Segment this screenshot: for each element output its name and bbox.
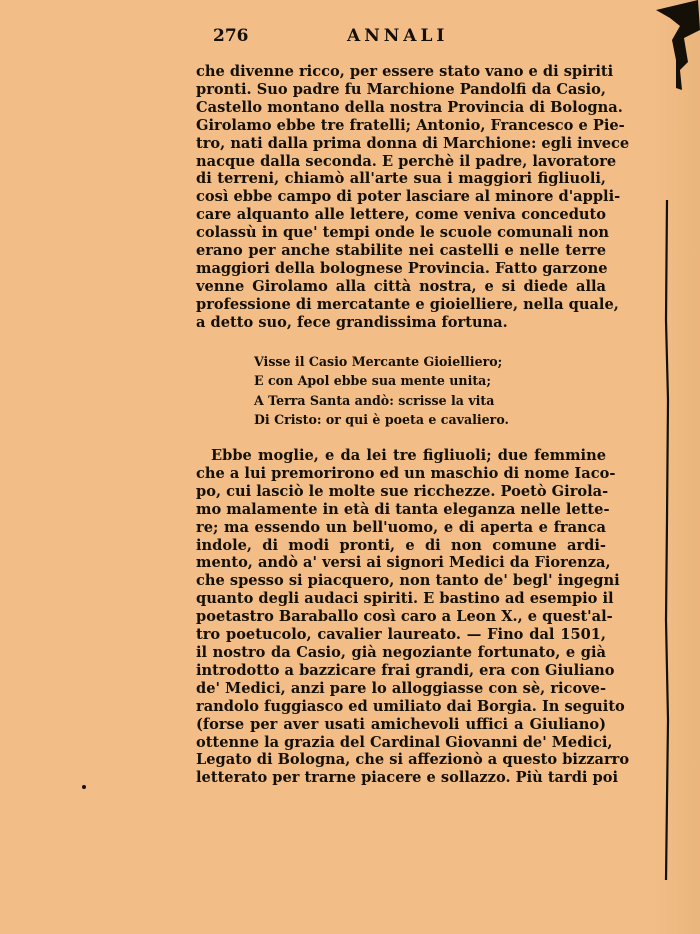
text-line: ottenne la grazia del Cardinal Giovanni de' Medici, (196, 733, 613, 751)
text-line: poetastro Baraballo così caro a Leon X., e quest'al- (196, 608, 613, 626)
page-fold-line (664, 200, 670, 880)
poem-verse: Visse il Casio Mercante Gioielliero; (254, 354, 503, 369)
text-line: professione di mercatante e gioielliere, nella quale, (196, 295, 619, 313)
paragraph-1 (196, 63, 630, 332)
text-line: venne Girolamo alla città nostra, e si diede alla (196, 277, 606, 295)
text-line: maggiori della bolognese Provincia. Fatto garzone (196, 259, 608, 277)
page-number: 276 (213, 26, 249, 46)
text-line: letterato per trarne piacere e sollazzo. Più tardi poi (196, 769, 619, 787)
text-line: Girolamo ebbe tre fratelli; Antonio, Francesco e Pie- (196, 116, 625, 134)
text-line: indole, di modi pronti, e di non comune ardi- (196, 536, 606, 554)
text-line: che divenne ricco, per essere stato vano e di spiriti (196, 63, 614, 80)
text-line: mento, andò a' versi ai signori Medici da Fiorenza, (196, 554, 611, 572)
text-line: po, cui lasciò le molte sue ricchezze. Poetò Girola- (196, 482, 609, 500)
text-line: il nostro da Casio, già negoziante fortunato, e già (196, 643, 606, 661)
text-line: pronti. Suo padre fu Marchione Pandolfi da Casio, (196, 80, 606, 98)
text-line: randolo fuggiasco ed umiliato dai Borgia. In seguito (196, 697, 625, 715)
text-line: quanto degli audaci spiriti. E bastino ad esempio il (196, 590, 614, 608)
page-header (195, 26, 605, 48)
text-line: Castello montano della nostra Provincia di Bologna. (196, 98, 623, 116)
text-line: de' Medici, anzi pare lo alloggiasse con sè, ricove- (196, 679, 607, 697)
text-line: mo malamente in età di tanta eleganza nelle lette- (196, 500, 610, 518)
text-line: tro, nati dalla prima donna di Marchione: egli invece (196, 134, 630, 152)
text-line: tro poetucolo, cavalier laureato. — Fino dal 1501, (196, 626, 606, 644)
torn-corner-mark (650, 0, 700, 90)
text-line: che a lui premorirono ed un maschio di nome Iaco- (196, 464, 616, 482)
text-line: Legato di Bologna, che si affezionò a questo bizzarro (196, 751, 630, 769)
page-edge-shadow (654, 0, 700, 934)
text-line: re; ma essendo un bell'uomo, e di aperta e franca (196, 518, 606, 536)
text-line: nacque dalla seconda. E perchè il padre, lavoratore (196, 152, 617, 170)
text-line: (forse per aver usati amichevoli uffici a Giuliano) (196, 715, 606, 733)
poem-verse: E con Apol ebbe sua mente unita; (254, 373, 491, 389)
text-line: di terreni, chiamò all'arte sua i maggiori figliuoli, (196, 170, 606, 188)
text-line: Ebbe moglie, e da lei tre figliuoli; due femmine (211, 447, 606, 464)
running-title: ANNALI (347, 26, 449, 46)
text-line: erano per anche stabilite nei castelli e nelle terre (196, 242, 606, 260)
text-line: a detto suo, fece grandissima fortuna. (196, 313, 508, 331)
ink-speck (82, 785, 86, 789)
text-line: così ebbe campo di poter lasciare al minore d'appli- (196, 188, 621, 206)
paragraph-2 (196, 447, 630, 787)
epitaph-poem (254, 352, 554, 430)
poem-verse: Di Cristo: or qui è poeta e cavaliero. (254, 412, 509, 428)
text-line: colassù in que' tempi onde le scuole comunali non (196, 224, 609, 242)
poem-verse: A Terra Santa andò: scrisse la vita (254, 392, 495, 408)
text-line: care alquanto alle lettere, come veniva conceduto (196, 206, 606, 224)
text-line: introdotto a bazzicare frai grandi, era con Giuliano (196, 661, 615, 679)
text-line: che spesso si piacquero, non tanto de' begl' ingegni (196, 572, 620, 590)
